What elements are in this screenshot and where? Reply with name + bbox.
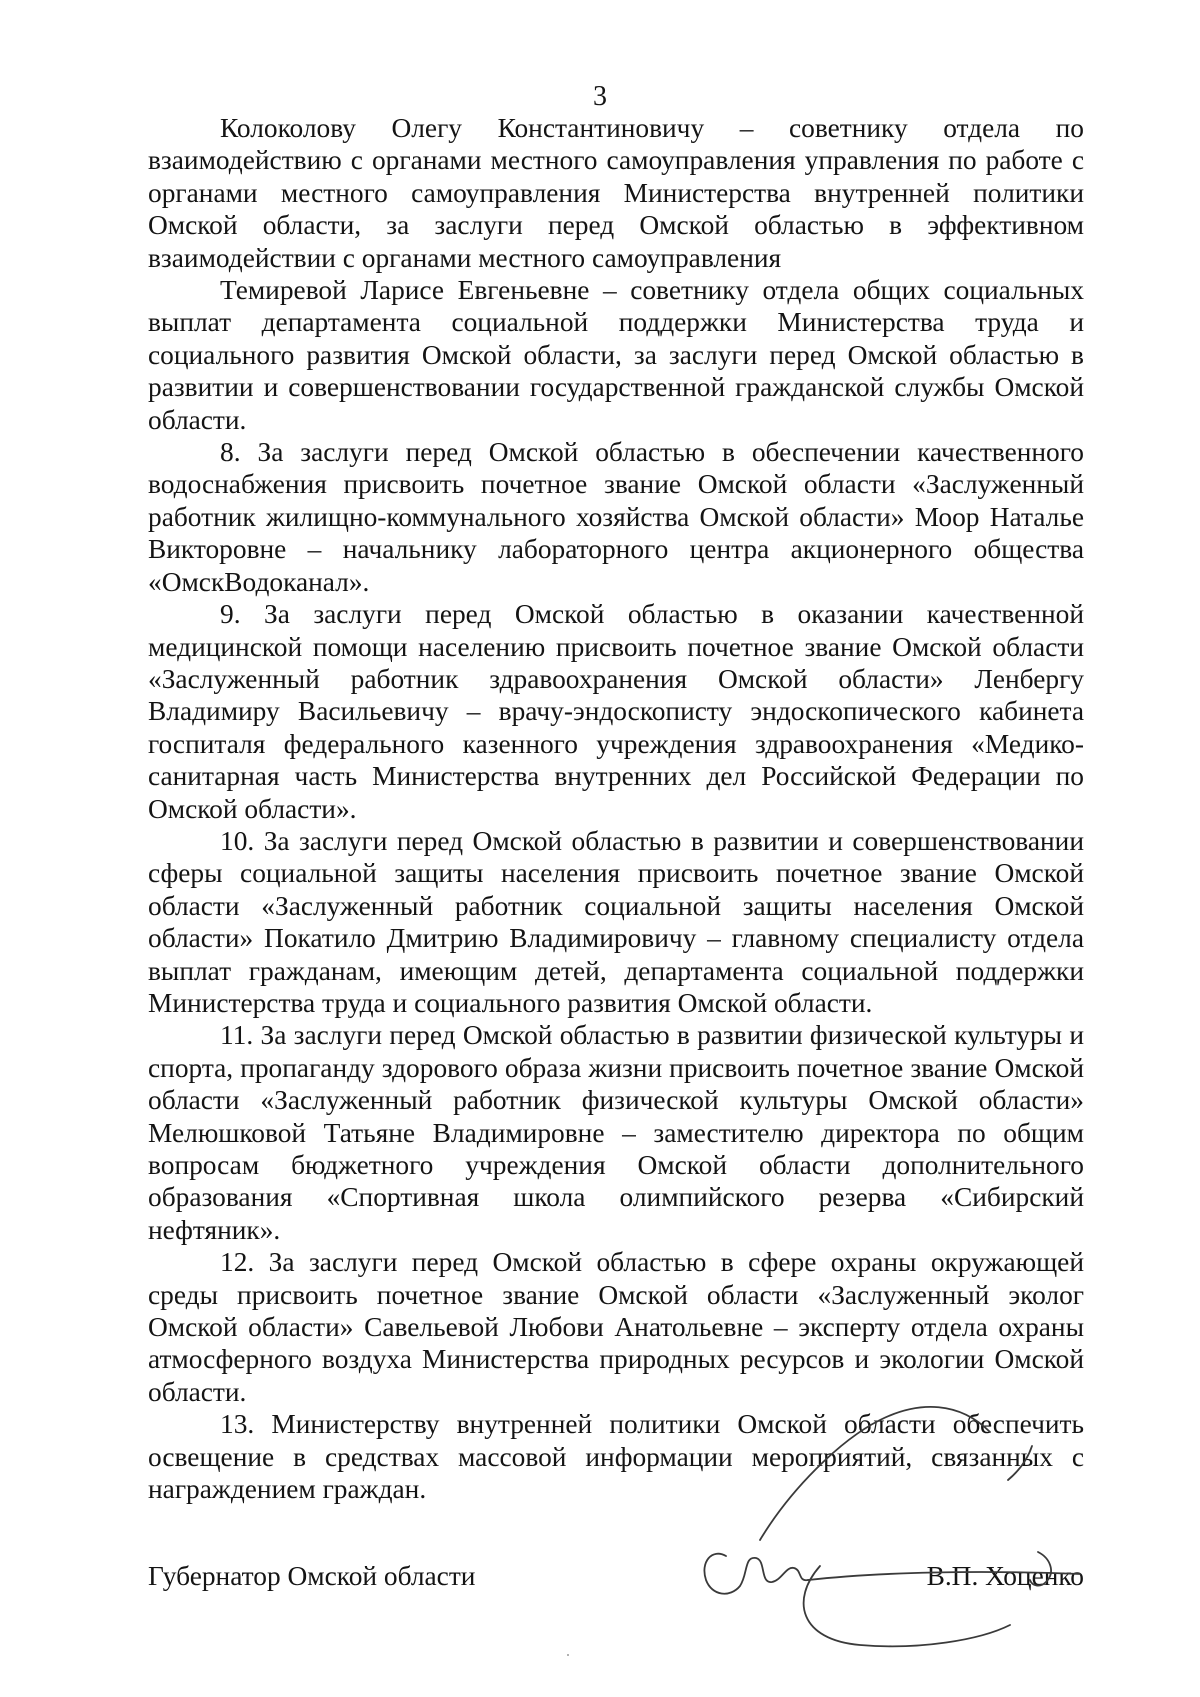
paragraph-item-8: 8. За заслуги перед Омской областью в обеспечении качественного водоснабжения присвоить почетное звание Омской области «Заслуженный работник жилищно-коммунального хозяйства Омской области» Моор Наталье Викторовне – начальнику лабораторного центра акционерного общества «ОмскВодоканал». (148, 437, 1084, 597)
paragraph-kolokolov: Колоколову Олегу Константиновичу – советнику отдела по взаимодействию с органами местного самоуправления управления по работе с органами местного самоуправления Министерства внутренней политики Омской области, за заслуги перед Омской областью в эффективном взаимодействии с органами местного самоуправления (148, 113, 1084, 273)
scan-speck (567, 1654, 569, 1656)
paragraph-item-11: 11. За заслуги перед Омской областью в развитии физической культуры и спорта, пропаганду здорового образа жизни присвоить почетное звание Омской области «Заслуженный работник физической культуры Омской области» Мелюшковой Татьяне Владимировне – заместителю директора по общим вопросам бюджетного учреждения Омской области дополнительного образования «Спортивная школа олимпийского резерва «Сибирский нефтяник». (148, 1020, 1084, 1245)
signer-name: В.П. Хоценко (926, 1561, 1084, 1591)
paragraph-temireva: Темиревой Ларисе Евгеньевне – советнику отдела общих социальных выплат департамента социальной поддержки Министерства труда и социального развития Омской области, за заслуги перед Омской областью в развитии и совершенствовании государственной гражданской службы Омской области. (148, 275, 1084, 435)
page-number: 3 (593, 81, 607, 112)
paragraph-item-13: 13. Министерству внутренней политики Омской области обеспечить освещение в средствах массовой информации мероприятий, связанных с награждением граждан. (148, 1409, 1084, 1505)
signer-title: Губернатор Омской области (148, 1561, 476, 1591)
signature-block (148, 1560, 1084, 1620)
paragraph-item-12: 12. За заслуги перед Омской областью в сфере охраны окружающей среды присвоить почетное звание Омской области «Заслуженный эколог Омской области» Савельевой Любови Анатольевне – эксперту отдела охраны атмосферного воздуха Министерства природных ресурсов и экологии Омской области. (148, 1247, 1084, 1407)
paragraph-item-10: 10. За заслуги перед Омской областью в развитии и совершенствовании сферы социальной защиты населения присвоить почетное звание Омской области «Заслуженный работник социальной защиты населения Омской области» Покатило Дмитрию Владимировичу – главному специалисту отдела выплат гражданам, имеющим детей, департамента социальной поддержки Министерства труда и социального развития Омской области. (148, 825, 1084, 1018)
document-body (148, 112, 1084, 1505)
paragraph-item-9: 9. За заслуги перед Омской областью в оказании качественной медицинской помощи населению присвоить почетное звание Омской области «Заслуженный работник здравоохранения Омской области» Ленбергу Владимиру Васильевичу – врачу-эндоскописту эндоскопического кабинета госпиталя федерального казенного учреждения здравоохранения «Медико-санитарная часть Министерства внутренних дел Российской Федерации по Омской области». (148, 599, 1084, 824)
